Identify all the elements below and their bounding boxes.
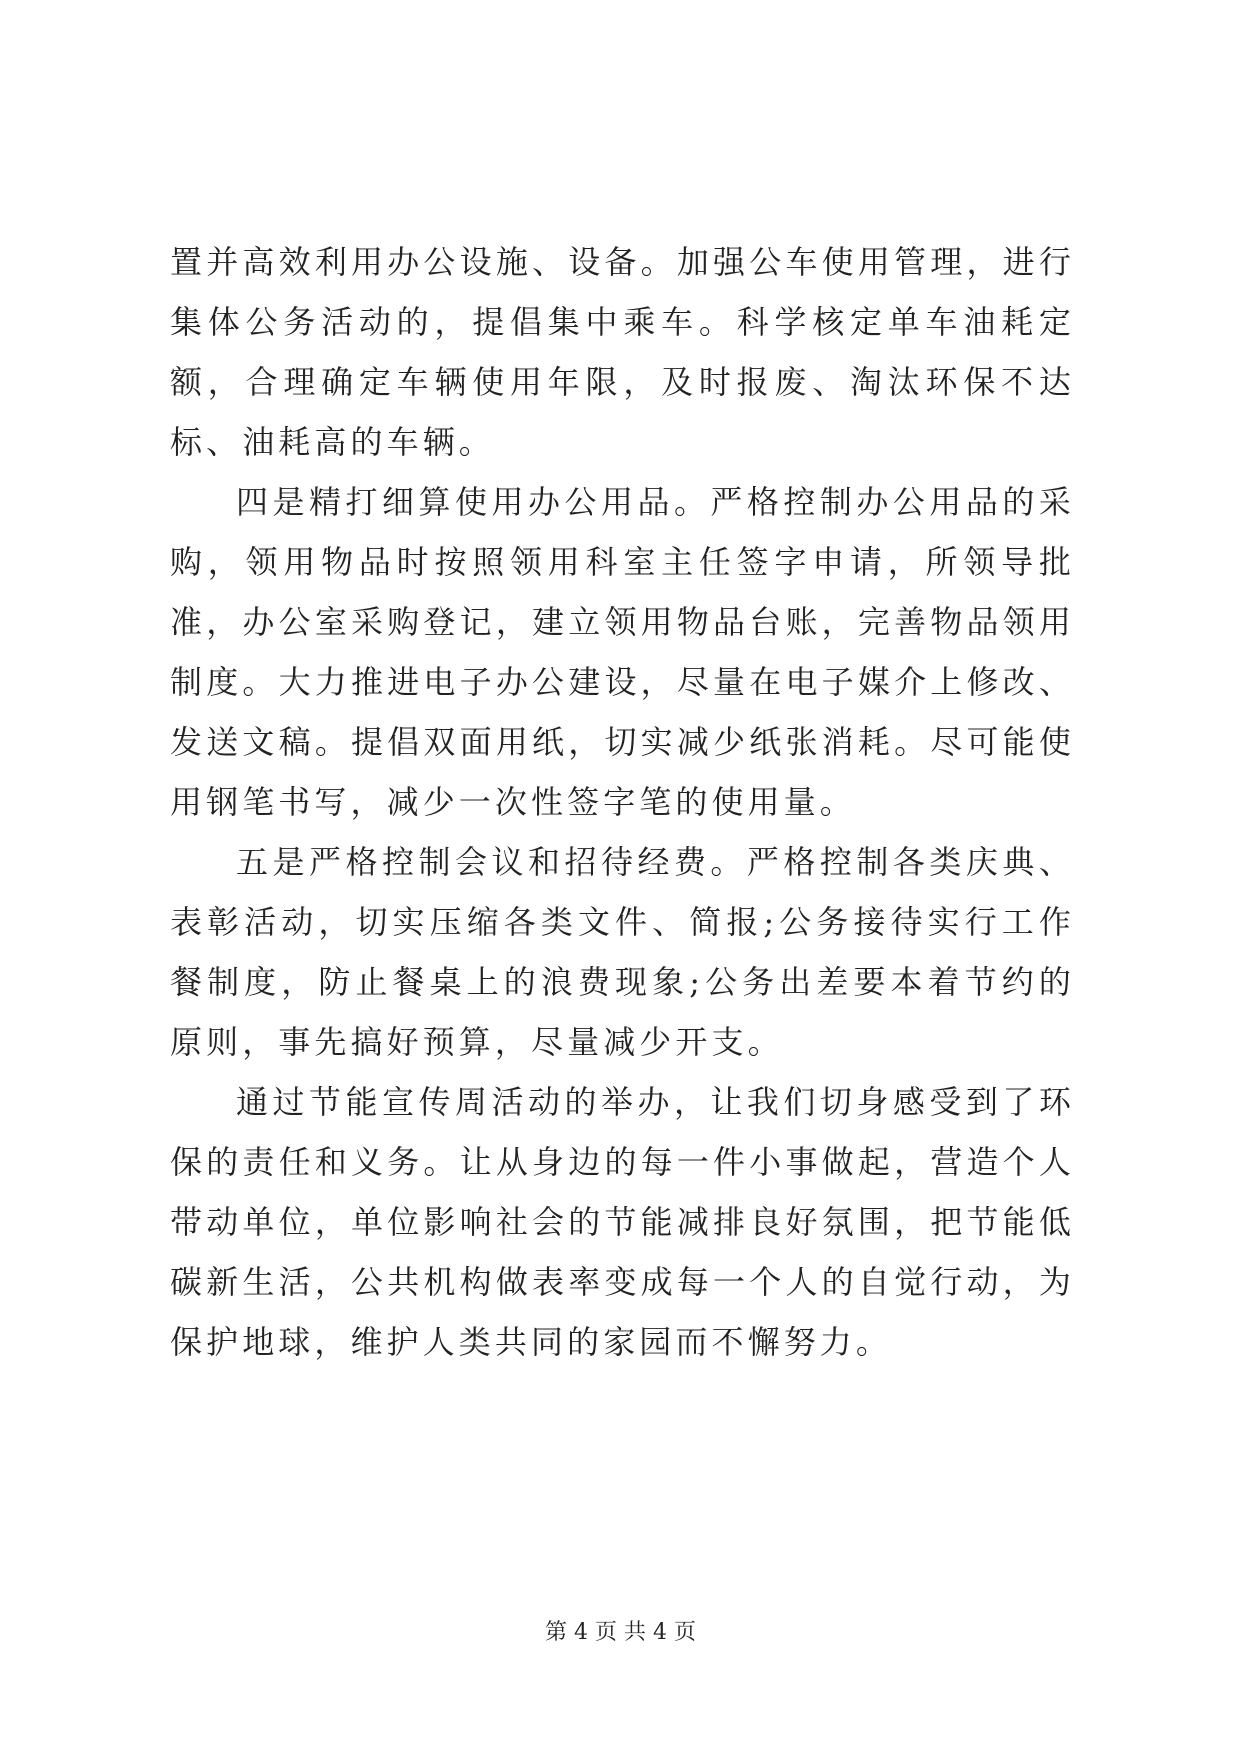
paragraph-continued: 置并高效利用办公设施、设备。加强公车使用管理，进行集体公务活动的，提倡集中乘车。科学核定单车油耗定额，合理确定车辆使用年限，及时报废、淘汰环保不达标、油耗高的车辆。: [170, 243, 1075, 461]
paragraph-meeting-expenses: 五是严格控制会议和招待经费。严格控制各类庆典、表彰活动，切实压缩各类文件、简报;公务接待实行工作餐制度，防止餐桌上的浪费现象;公务出差要本着节约的原则，事先搞好预算，尽量减少开支。: [170, 843, 1075, 1061]
paragraph-office-supplies: 四是精打细算使用办公用品。严格控制办公用品的采购，领用物品时按照领用科室主任签字申请，所领导批准，办公室采购登记，建立领用物品台账，完善物品领用制度。大力推进电子办公建设，尽量在电子媒介上修改、发送文稿。提倡双面用纸，切实减少纸张消耗。尽可能使用钢笔书写，减少一次性签字笔的使用量。: [170, 483, 1075, 821]
document-body: [170, 232, 1075, 1372]
page-footer: 第 4 页 共 4 页: [545, 1620, 696, 1645]
paragraph-conclusion: 通过节能宣传周活动的举办，让我们切身感受到了环保的责任和义务。让从身边的每一件小事做起，营造个人带动单位，单位影响社会的节能减排良好氛围，把节能低碳新生活，公共机构做表率变成每一个人的自觉行动，为保护地球，维护人类共同的家园而不懈努力。: [170, 1083, 1075, 1361]
